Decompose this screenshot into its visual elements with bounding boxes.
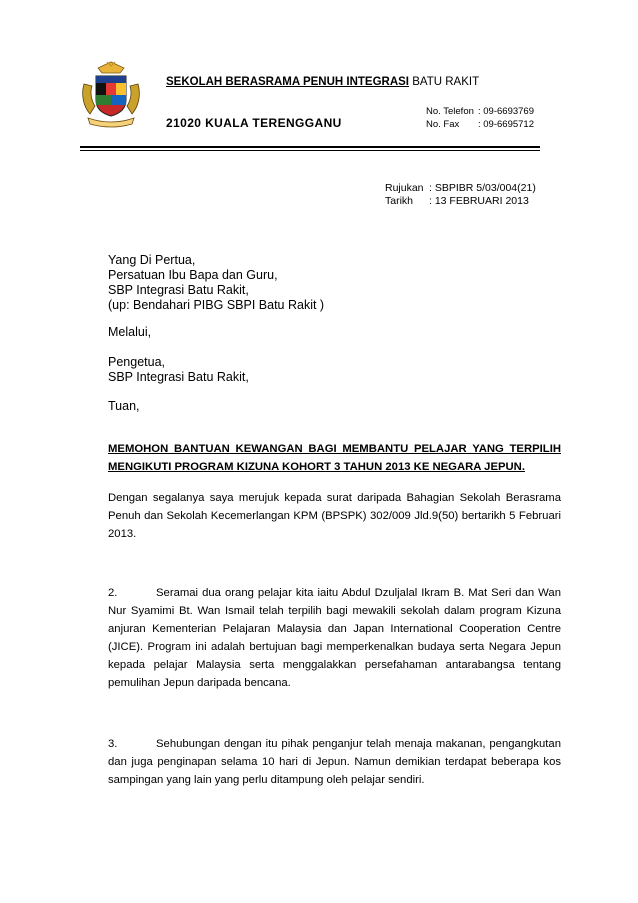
paragraph-3-number: 3. — [108, 738, 118, 750]
school-city: 21020 KUALA TERENGGANU — [166, 116, 342, 130]
via-label: Melalui, — [108, 325, 152, 339]
letter-subject: MEMOHON BANTUAN KEWANGAN BAGI MEMBANTU PELAJAR YANG TERPILIH MENGIKUTI PROGRAM KIZUNA KOHORT 3 TAHUN 2013 KE NEGARA JEPUN. — [108, 443, 561, 473]
recipient-line-2: Persatuan Ibu Bapa dan Guru, — [108, 268, 278, 282]
paragraph-3-text: Sehubungan dengan itu pihak penganjur telah menaja makanan, pengangkutan dan juga penginapan selama 10 hari di Jepun. Namun demikian terdapat beberapa kos sampingan yang lain yang perlu ditampung oleh pelajar sendiri. — [108, 738, 561, 786]
recipient-address — [108, 253, 324, 313]
rujukan-value: : SBPIBR 5/03/004(21) — [429, 182, 536, 194]
tarikh-label: Tarikh — [385, 195, 414, 207]
fax-label: No. Fax — [426, 119, 460, 130]
recipient-line-3: SBP Integrasi Batu Rakit, — [108, 283, 249, 297]
via-address — [108, 355, 249, 385]
letterhead-divider-thick — [80, 146, 540, 148]
malaysia-coat-of-arms-icon — [78, 60, 144, 130]
via-line-2: SBP Integrasi Batu Rakit, — [108, 370, 249, 384]
paragraph-2 — [108, 584, 561, 692]
rujukan-label: Rujukan — [385, 182, 424, 194]
paragraph-2-text: Seramai dua orang pelajar kita iaitu Abdul Dzuljalal Ikram B. Mat Seri dan Wan Nur Syamimi Bt. Wan Ismail telah terpilih bagi mewakili sekolah dalam program Kizuna anjuran Kementerian Pelajaran Malaysia dan Japan International Cooperation Centre (JICE). Program ini adalah bertujuan bagi memperkenalkan budaya serta Negara Jepun kepada pelajar Malaysia serta menggalakkan persefahaman antarabangsa tentang pemulihan Jepun daripada bencana. — [108, 587, 561, 689]
school-name-place: BATU RAKIT — [412, 76, 480, 88]
tarikh-line — [385, 195, 529, 207]
recipient-line-4: (up: Bendahari PIBG SBPI Batu Rakit ) — [108, 298, 325, 312]
fax-value: : 09-6695712 — [478, 119, 534, 130]
letterhead-divider-thin — [80, 150, 540, 151]
tarikh-value: : 13 FEBRUARI 2013 — [429, 195, 529, 207]
paragraph-1: Dengan segalanya saya merujuk kepada surat daripada Bahagian Sekolah Berasrama Penuh dan Sekolah Kecemerlangan KPM (BPSPK) 302/009 Jld.9(50) bertarikh 5 Februari 2013. — [108, 492, 561, 540]
fax-line — [426, 119, 534, 130]
via-line-1: Pengetua, — [108, 355, 165, 369]
recipient-line-1: Yang Di Pertua, — [108, 253, 196, 267]
salutation: Tuan, — [108, 399, 140, 413]
telefon-line — [426, 106, 534, 117]
telefon-label: No. Telefon — [426, 106, 474, 117]
school-name-bold: SEKOLAH BERASRAMA PENUH INTEGRASI — [166, 76, 410, 88]
school-name — [166, 76, 479, 88]
rujukan-line — [385, 182, 536, 194]
paragraph-2-number: 2. — [108, 587, 118, 599]
paragraph-3 — [108, 735, 561, 789]
telefon-value: : 09-6693769 — [478, 106, 534, 117]
